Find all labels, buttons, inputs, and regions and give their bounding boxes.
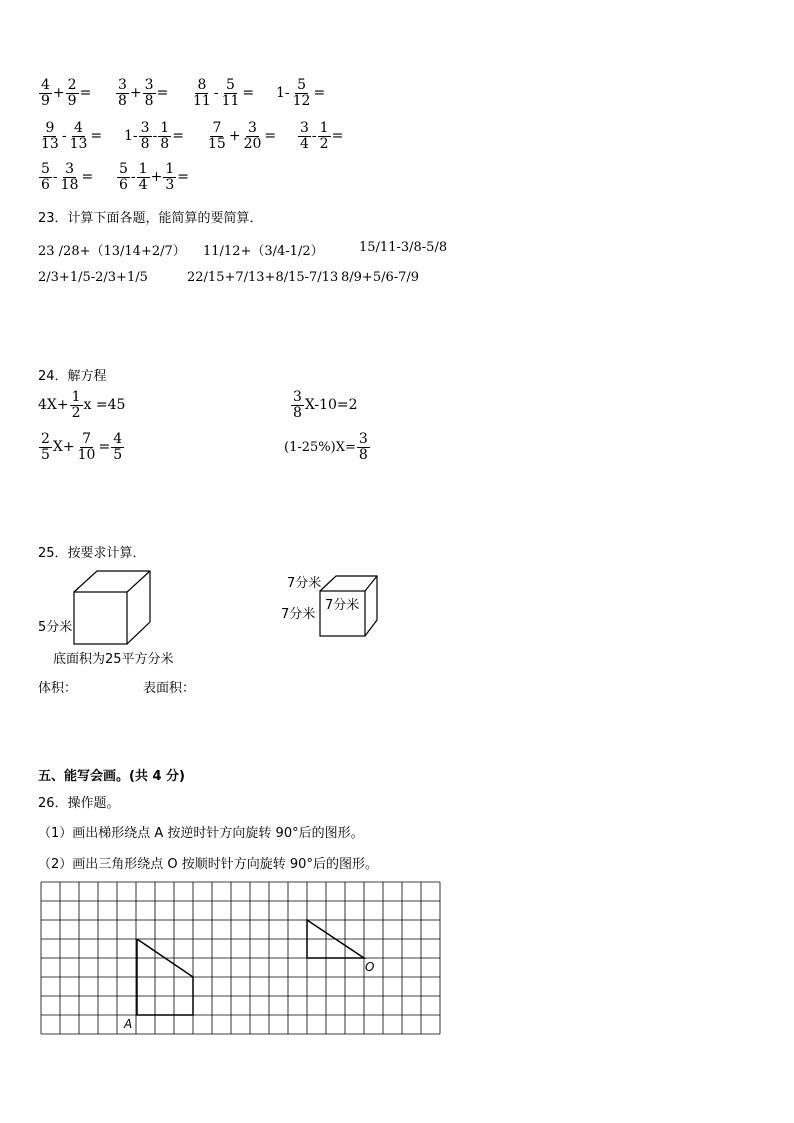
operator: - [311,128,317,145]
operator: 1- [124,128,138,145]
equation-3 [38,432,125,462]
fraction [143,78,156,108]
fraction [137,162,150,192]
cube-1-base-label: 底面积为25平方分米 [53,652,174,667]
numerator: 1 [160,120,170,136]
numerator: 1 [138,161,148,177]
q23-expr-6: 8/9+5/6-7/9 [341,270,420,285]
denominator: 12 [292,92,311,109]
numerator: 1 [319,120,329,136]
numerator: 7 [212,120,222,136]
q23-expr-1: 23 /28+（13/14+2/7） [38,244,186,259]
fraction [139,121,152,151]
grid-figure [40,880,442,1038]
fraction [220,78,242,108]
numerator: 2 [67,77,77,93]
fraction [318,121,331,151]
denominator: 2 [319,135,329,152]
fraction [298,121,311,151]
denominator: 13 [69,135,88,152]
surface-area-label: 表面积： [143,681,196,696]
cube-2-front-label: 7分米 [325,598,360,613]
operator: = [177,169,189,186]
eq3-mid: X+ [52,439,75,456]
fraction [66,78,79,108]
operator: - [213,85,219,102]
fraction-expression [116,162,189,192]
operator: + [228,128,241,145]
denominator: 6 [119,176,128,193]
operator: = [79,85,92,102]
q26-task-1: （1）画出梯形绕点 A 按逆时针方向旋转 90°后的图形。 [38,826,364,841]
fraction-expression [124,121,184,151]
point-a-label: A [124,1017,133,1031]
fraction [291,78,313,108]
operator: 1- [276,85,290,102]
operator: = [264,128,277,145]
equation-2 [290,390,358,420]
denominator: 8 [160,135,170,152]
eq2-fraction: $\frac{3}{8}$ [293,389,302,421]
operator: + [52,85,65,102]
eq1-left: 4X+ [38,397,69,414]
denominator: 3 [165,176,175,193]
fraction-expression [38,121,102,151]
fraction [39,162,52,192]
denominator: 20 [243,135,262,152]
point-o-label: O [365,960,375,974]
numerator: 3 [140,120,150,136]
numerator: 4 [41,77,50,93]
numerator: 5 [297,77,307,93]
numerator: 5 [226,77,235,93]
fraction [68,121,90,151]
operator: + [150,169,163,186]
fraction [39,78,52,108]
eq4-left: (1-25%)X= [284,439,356,455]
denominator: 8 [144,92,154,109]
grid-lines [41,882,440,1034]
cube-2-top-label: 7分米 [287,576,322,591]
operator: - [52,169,58,186]
q23-expr-4: 2/3+1/5-2/3+1/5 [38,270,148,285]
eq3-fraction-1: $\frac{2}{5}$ [41,431,50,463]
q24-title: 24．解方程 [38,369,107,384]
fraction-expression [276,78,325,108]
eq1-fraction: $\frac{1}{2}$ [71,389,81,421]
numerator: 4 [74,120,83,136]
operator: - [130,169,136,186]
denominator: 11 [221,92,240,109]
denominator: 18 [60,176,79,193]
operator: = [242,85,255,102]
denominator: 13 [41,135,59,152]
fraction [39,121,61,151]
numerator: 8 [197,77,207,93]
q23-expr-3: 15/11-3/8-5/8 [359,240,448,255]
cube-2-left-label: 7分米 [281,607,316,622]
operator: = [90,128,103,145]
numerator: 5 [119,161,128,177]
eq4-fraction: $\frac{3}{8}$ [358,431,368,463]
fraction [242,121,264,151]
fraction [158,121,171,151]
section-5-title: 五、能写会画。(共 4 分) [38,769,185,784]
operator: = [81,169,94,186]
eq3-equals: = [98,439,111,456]
denominator: 8 [118,92,127,109]
numerator: 3 [300,120,309,136]
denominator: 4 [300,135,309,152]
fraction-expression [205,121,276,151]
denominator: 9 [41,92,50,109]
fraction-expression [38,162,93,192]
eq3-fraction-2: $\frac{7}{10}$ [77,431,96,463]
numerator: 3 [65,161,75,177]
denominator: 15 [208,135,226,152]
numerator: 3 [118,77,127,93]
operator: - [152,128,158,145]
fraction-expression [297,121,343,151]
q23-expr-2: 11/12+（3/4-1/2） [203,244,324,259]
fraction-expression [115,78,168,108]
numerator: 1 [165,161,175,177]
volume-label: 体积： [38,681,78,696]
equation-4 [284,432,371,462]
q26-task-2: （2）画出三角形绕点 O 按顺时针方向旋转 90°后的图形。 [38,857,378,872]
eq2-right: X-10=2 [304,397,358,414]
operator: = [331,128,344,145]
fraction [191,78,213,108]
fraction-expression [190,78,254,108]
fraction-expression [38,78,91,108]
numerator: 9 [45,120,55,136]
q26-title: 26．操作题。 [38,796,120,811]
operator: = [172,128,184,145]
numerator: 3 [248,120,257,136]
equation-1 [38,390,125,420]
fraction [117,162,130,192]
denominator: 8 [140,135,150,152]
fraction [206,121,228,151]
operator: - [61,128,67,145]
numerator: 3 [144,77,154,93]
fraction [116,78,129,108]
q23-expr-5: 22/15+7/13+8/15-7/13 [187,270,339,285]
denominator: 6 [41,176,50,193]
eq3-fraction-3: $\frac{4}{5}$ [113,431,123,463]
fraction [163,162,176,192]
cube-1-side-label: 5分米 [38,620,73,635]
eq1-right: x =45 [83,397,126,414]
fraction [59,162,81,192]
operator: + [129,85,142,102]
q25-title: 25．按要求计算． [38,546,146,561]
q23-title: 23．计算下面各题，能简算的要简算． [38,211,263,226]
operator: = [156,85,169,102]
denominator: 4 [138,176,148,193]
operator: = [313,85,326,102]
denominator: 9 [67,92,77,109]
numerator: 5 [41,161,50,177]
denominator: 11 [193,92,211,109]
